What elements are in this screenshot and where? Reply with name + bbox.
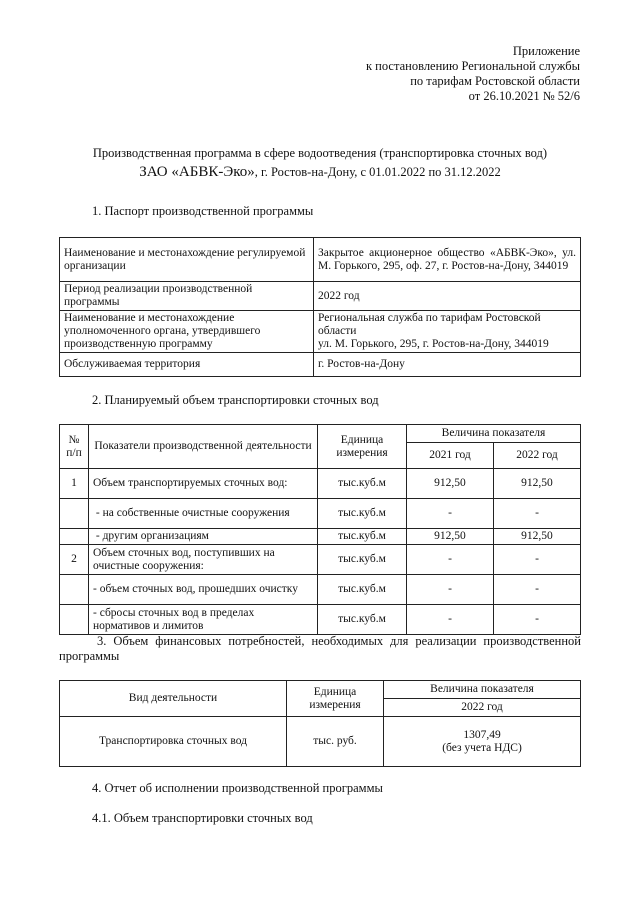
row-2021: 912,50	[407, 469, 494, 499]
passport-value: Закрытое акционерное общество «АБВК-Эко», ул. М. Горького, 295, оф. 27, г. Ростов-на-Дону, 344019	[314, 238, 581, 282]
row-num	[60, 575, 89, 605]
appendix-line-4: от 26.10.2021 № 52/6	[468, 89, 580, 103]
passport-value: Региональная служба по тарифам Ростовской области	[318, 312, 541, 337]
title-line-1: Производственная программа в сфере водоотведения (транспортировка сточных вод)	[92, 146, 548, 160]
table-row	[60, 238, 581, 282]
header-value: Величина показателя	[384, 681, 581, 699]
section1-heading: 1. Паспорт производственной программы	[92, 204, 314, 218]
row-2022: -	[493, 545, 580, 575]
passport-label: Наименование и местонахождение уполномоченного органа, утвердившего производственную программу	[60, 311, 314, 353]
section4-heading: 4. Отчет об исполнении производственной программы	[92, 781, 383, 795]
row-2021: -	[407, 499, 494, 529]
header-2021: 2021 год	[407, 443, 494, 469]
title-line-2	[40, 164, 600, 181]
table-row	[60, 499, 581, 529]
table-row	[60, 353, 581, 377]
header-2022: 2022 год	[493, 443, 580, 469]
row-2022: -	[493, 605, 580, 635]
row-num	[60, 529, 89, 545]
header-activity: Вид деятельности	[60, 681, 287, 717]
row-num: 1	[60, 469, 89, 499]
table-row	[60, 311, 581, 353]
header-unit: Единица измерения	[318, 425, 407, 469]
header-unit: Единица измерения	[287, 681, 384, 717]
table-row	[60, 469, 581, 499]
passport-value-address: ул. М. Горького, 295, г. Ростов-на-Дону, 344019	[318, 338, 549, 350]
row-2022: 912,50	[493, 469, 580, 499]
row-2022: -	[493, 575, 580, 605]
row-2021: -	[407, 605, 494, 635]
row-unit: тыс.куб.м	[318, 545, 407, 575]
row-name: Объем транспортируемых сточных вод:	[89, 469, 318, 499]
appendix-line-1: Приложение	[512, 44, 580, 58]
table-row	[60, 575, 581, 605]
row-unit: тыс.куб.м	[318, 469, 407, 499]
finance-unit: тыс. руб.	[287, 717, 384, 767]
row-name: Объем сточных вод, поступивших на очистные сооружения:	[89, 545, 318, 575]
passport-label: Период реализации производственной программы	[60, 282, 314, 311]
org-name: ЗАО «АБВК-Эко»	[139, 164, 255, 180]
header-indicator: Показатели производственной деятельности	[89, 425, 318, 469]
passport-value: 2022 год	[314, 282, 581, 311]
finance-note: (без учета НДС)	[442, 741, 522, 754]
appendix-line-2: к постановлению Региональной службы	[365, 59, 580, 73]
row-unit: тыс.куб.м	[318, 605, 407, 635]
table-row	[60, 545, 581, 575]
table-header-row	[60, 425, 581, 443]
passport-value: г. Ростов-на-Дону	[314, 353, 581, 377]
row-2021: -	[407, 545, 494, 575]
section2-heading: 2. Планируемый объем транспортировки сточных вод	[92, 393, 379, 407]
row-num: 2	[60, 545, 89, 575]
row-unit: тыс.куб.м	[318, 499, 407, 529]
row-name: - сбросы сточных вод в пределах нормативов и лимитов	[89, 605, 318, 635]
finance-activity: Транспортировка сточных вод	[60, 717, 287, 767]
appendix-block	[366, 44, 580, 104]
finance-value-cell	[384, 717, 581, 767]
finance-value: 1307,49	[463, 728, 501, 741]
appendix-line-3: по тарифам Ростовской области	[410, 74, 580, 88]
finance-table	[59, 680, 581, 767]
row-2021: -	[407, 575, 494, 605]
table-row	[60, 717, 581, 767]
row-name: - объем сточных вод, прошедших очистку	[89, 575, 318, 605]
row-2021: 912,50	[407, 529, 494, 545]
row-unit: тыс.куб.м	[318, 575, 407, 605]
passport-value-cell	[314, 311, 581, 353]
section3-heading: 3. Объем финансовых потребностей, необходимых для реализации производственной программы	[59, 634, 581, 663]
row-2022: 912,50	[493, 529, 580, 545]
table-row	[60, 282, 581, 311]
passport-table	[59, 237, 581, 377]
table-header-row	[60, 681, 581, 699]
volume-table	[59, 424, 581, 635]
header-2022: 2022 год	[384, 699, 581, 717]
section4-sub: 4.1. Объем транспортировки сточных вод	[92, 811, 313, 825]
row-2022: -	[493, 499, 580, 529]
title-rest: , г. Ростов-на-Дону, с 01.01.2022 по 31.12.2022	[254, 165, 501, 179]
passport-label: Наименование и местонахождение регулируемой организации	[60, 238, 314, 282]
header-num: № п/п	[60, 425, 89, 469]
document-title	[40, 146, 600, 181]
table-row	[60, 529, 581, 545]
passport-label: Обслуживаемая территория	[60, 353, 314, 377]
row-num	[60, 605, 89, 635]
header-value: Величина показателя	[407, 425, 581, 443]
table-row	[60, 605, 581, 635]
row-name: - другим организациям	[89, 529, 318, 545]
row-num	[60, 499, 89, 529]
row-unit: тыс.куб.м	[318, 529, 407, 545]
row-name: - на собственные очистные сооружения	[89, 499, 318, 529]
